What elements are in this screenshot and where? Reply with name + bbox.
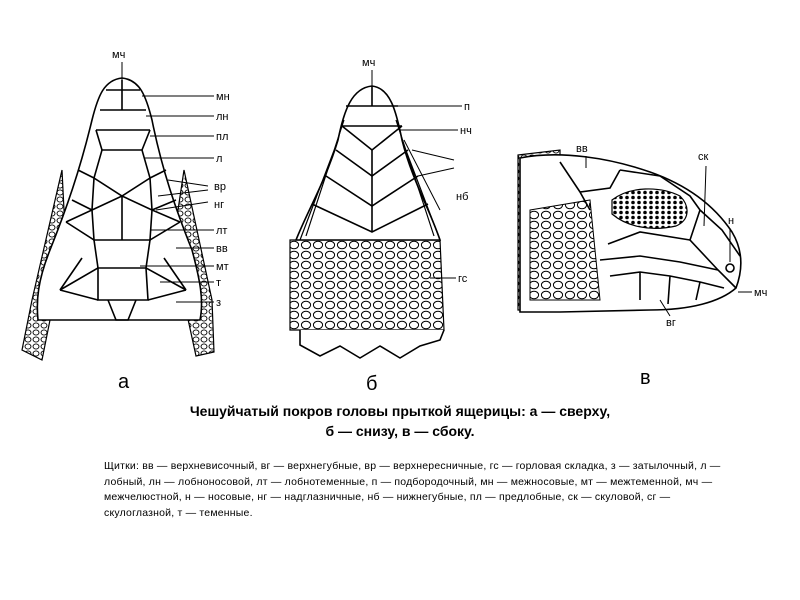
panel-b-bottom-view: [290, 70, 462, 358]
label-c-n: н: [728, 215, 735, 227]
label-a-mn: мн: [216, 91, 230, 103]
label-b-p: п: [464, 101, 470, 113]
label-a-mch: мч: [112, 49, 126, 61]
figure-caption: [100, 401, 700, 441]
caption-line-2: б — снизу, в — сбоку.: [325, 423, 475, 439]
label-a-mt: мт: [216, 261, 229, 273]
panel-letter-b: б: [366, 373, 378, 395]
panel-a-top-view: [22, 62, 214, 360]
panel-c-side-view: [518, 150, 752, 316]
label-c-vv: вв: [576, 143, 588, 155]
label-a-t: т: [216, 277, 222, 289]
scale-legend: Щитки: вв — верхневисочный, вг — верхнегубные, вр — верхнересничные, гс — горловая складка, з — затылочный, л — лобный, лн — лобноносовой, лт — лобнотеменные, п — подбородочный, мн — межносовые, мт — межтеменной, мч — межчелюстной, н — носовые, нг — надглазничные, нб — нижнегубные, пл — предлобные, ск — скуловой, сг — скулоглазной, т — теменные.: [104, 460, 721, 519]
label-c-sk: ск: [698, 151, 709, 163]
label-b-nb: нб: [456, 191, 469, 203]
label-a-ln: лн: [216, 111, 229, 123]
label-c-mch: мч: [754, 287, 768, 299]
label-b-nch: нч: [460, 125, 472, 137]
label-a-pl: пл: [216, 131, 229, 143]
label-c-vg: вг: [666, 317, 676, 329]
label-a-vv: вв: [216, 243, 228, 255]
label-a-l: л: [216, 153, 223, 165]
panel-letter-v: в: [640, 367, 651, 389]
panel-letter-a: а: [118, 371, 130, 393]
label-a-ng: нг: [214, 199, 225, 211]
label-a-z: з: [216, 297, 222, 309]
caption-line-1: Чешуйчатый покров головы прыткой ящерицы: а — сверху,: [189, 403, 611, 419]
label-a-lt: лт: [216, 225, 228, 237]
label-b-mch: мч: [362, 57, 376, 69]
label-a-vr: вр: [214, 181, 226, 193]
label-b-gs: гс: [458, 273, 468, 285]
